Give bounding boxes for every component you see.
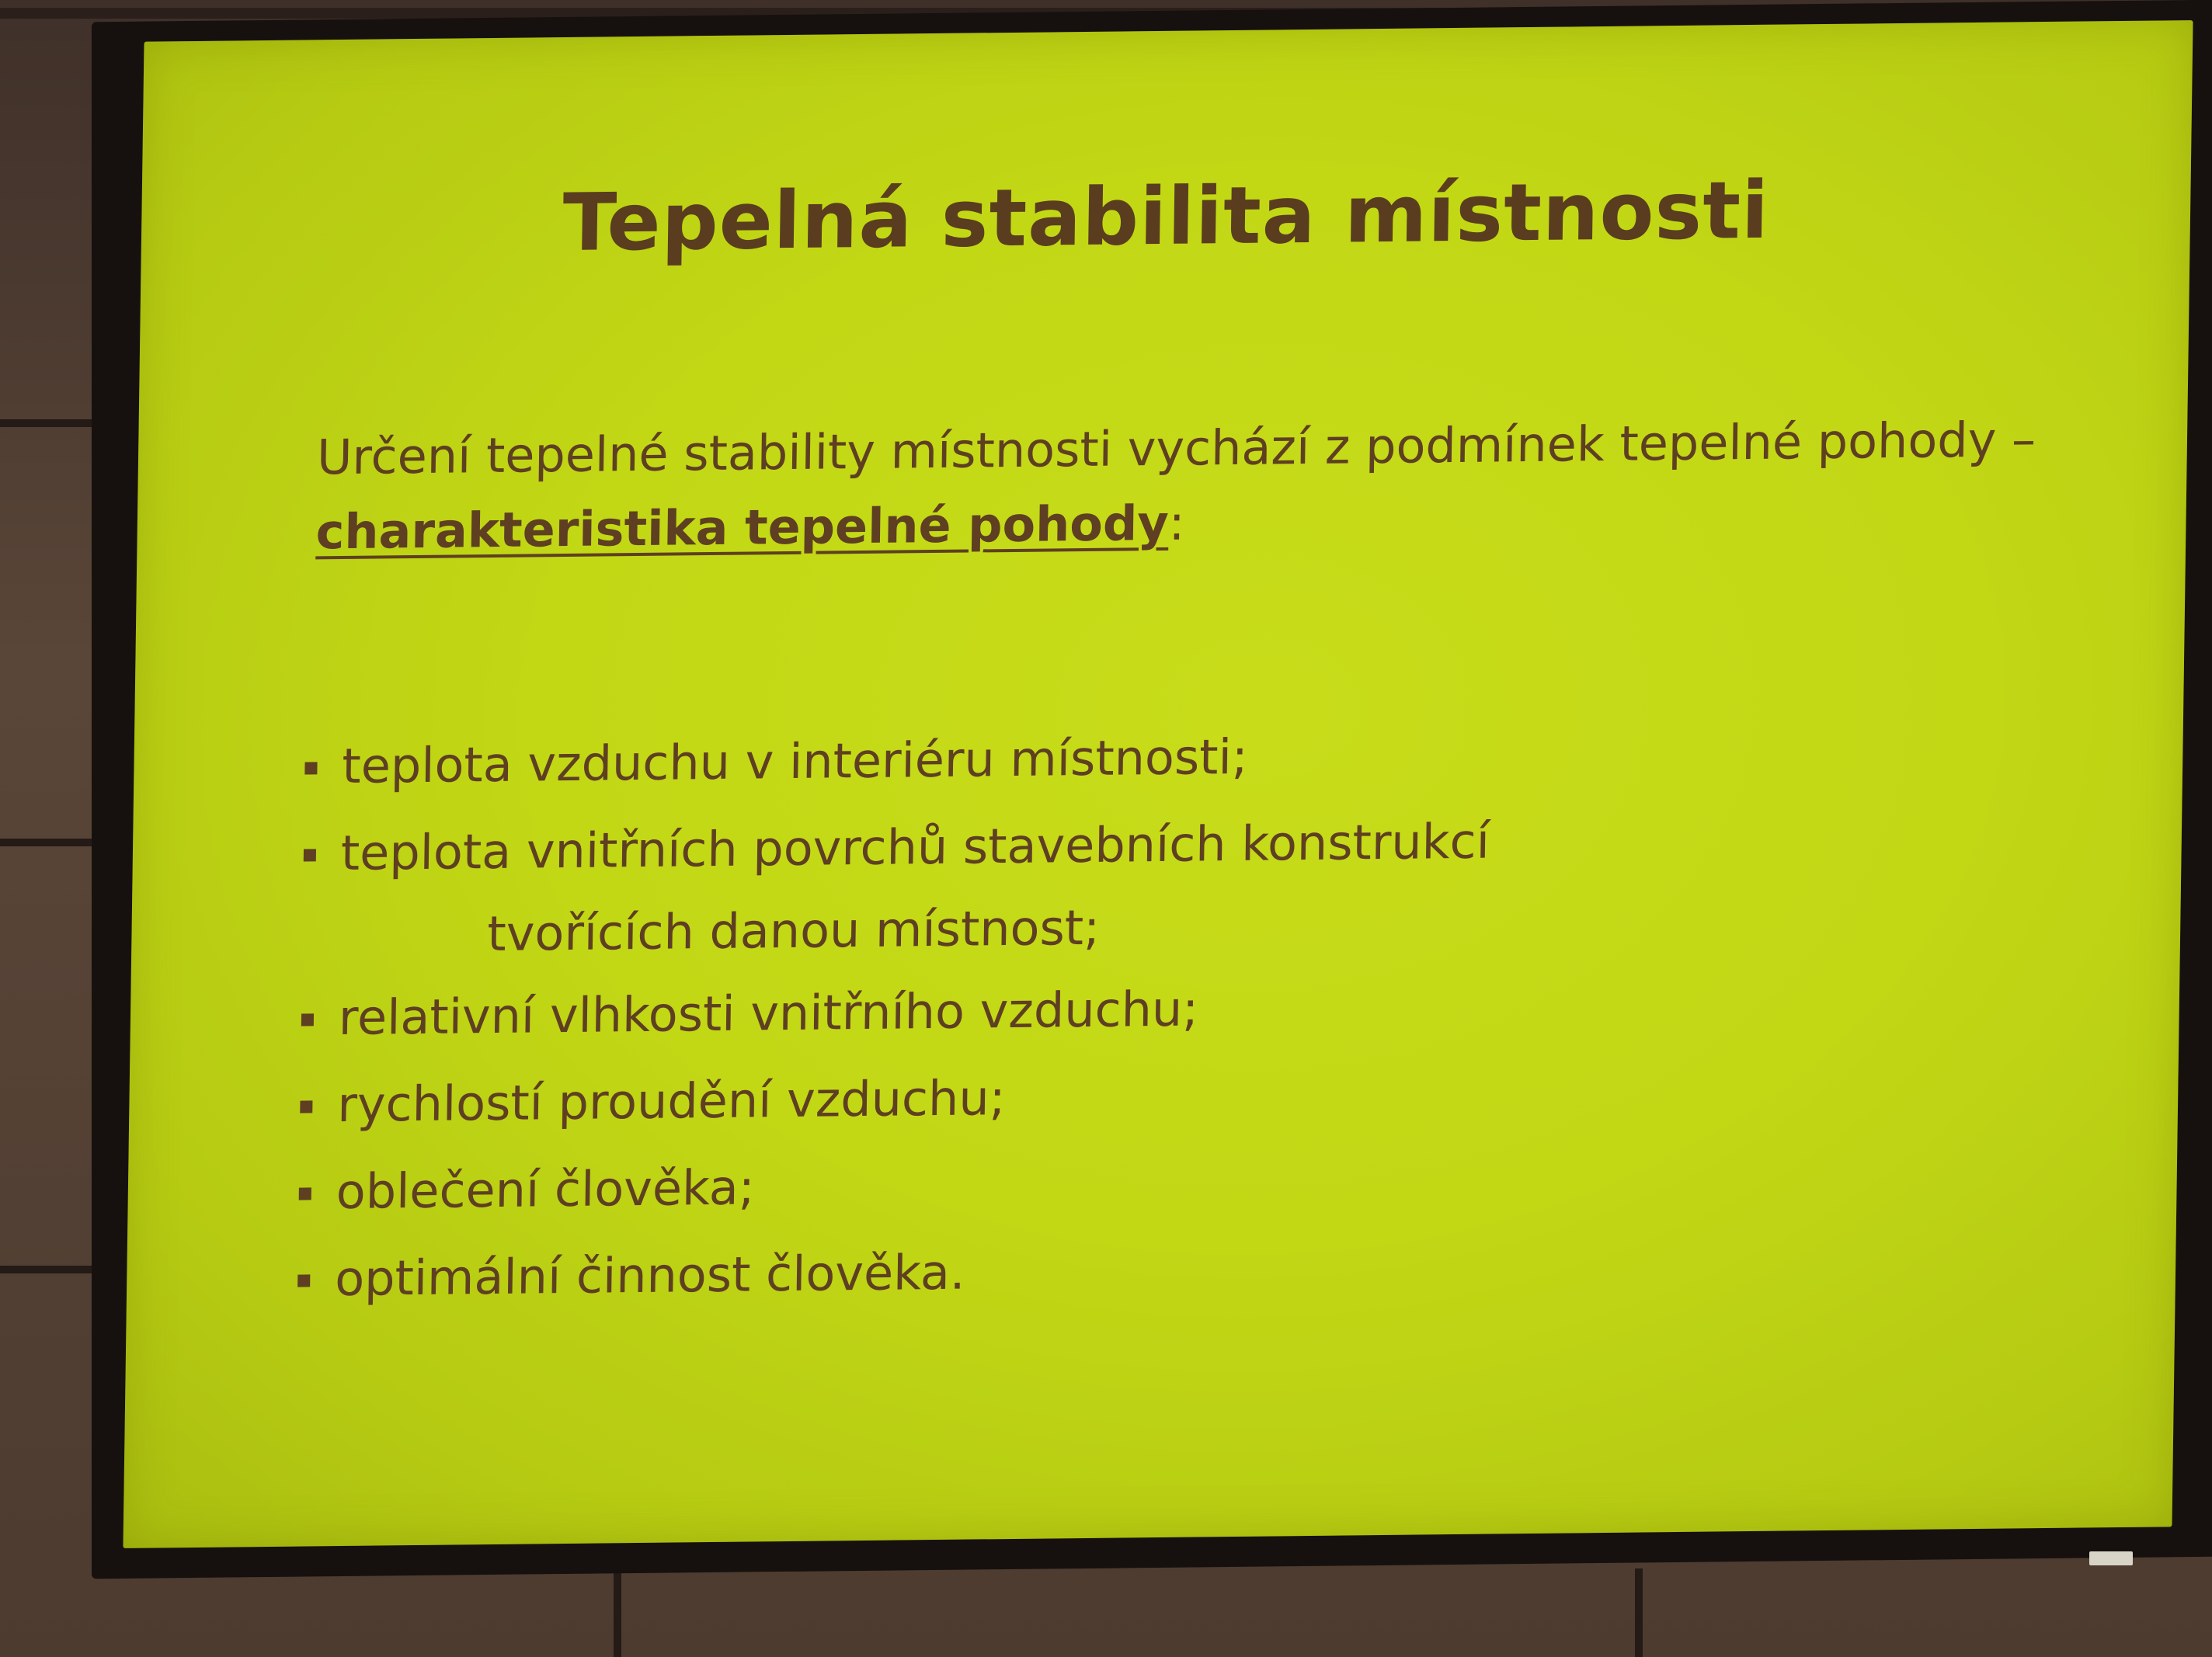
projector-screen-label <box>2089 1551 2133 1565</box>
list-item <box>302 791 2091 974</box>
bullet-continuation: tvořících danou místnost; <box>486 898 1101 963</box>
list-item <box>297 1218 2085 1323</box>
bullet-text: relativní vlhkosti vnitřního vzduchu; <box>338 980 1199 1047</box>
intro-emphasis: charakteristika tepelné pohody <box>315 494 1170 561</box>
bullet-text: teplota vzduchu v interiéru místnosti; <box>341 728 1249 795</box>
slide-intro <box>315 401 2104 569</box>
bullet-square-icon <box>297 1274 310 1287</box>
intro-text: Určení tepelné stability místnosti vychází z podmínek tepelné pohody – <box>316 411 2036 486</box>
bullet-text: rychlostí proudění vzduchu; <box>336 1069 1007 1134</box>
bullet-text: oblečení člověka; <box>336 1159 756 1221</box>
projection-screen <box>123 20 2193 1548</box>
slide-title: Tepelná stabilita místnosti <box>562 164 1770 270</box>
bullet-square-icon <box>304 762 317 774</box>
intro-tail: : <box>1168 494 1186 551</box>
bullet-square-icon <box>304 849 316 861</box>
bullet-list <box>297 704 2092 1322</box>
bullet-square-icon <box>299 1187 311 1200</box>
wall-seam <box>0 1266 93 1273</box>
bullet-text: optimální činnost člověka. <box>334 1243 966 1308</box>
bullet-text: teplota vnitřních povrchů stavebních konstrukcí <box>340 812 1490 882</box>
wall-seam <box>1635 1568 1643 1657</box>
bullet-square-icon <box>300 1100 312 1113</box>
wall-seam <box>0 839 101 846</box>
bullet-square-icon <box>301 1013 314 1026</box>
wall-seam <box>614 1561 621 1657</box>
